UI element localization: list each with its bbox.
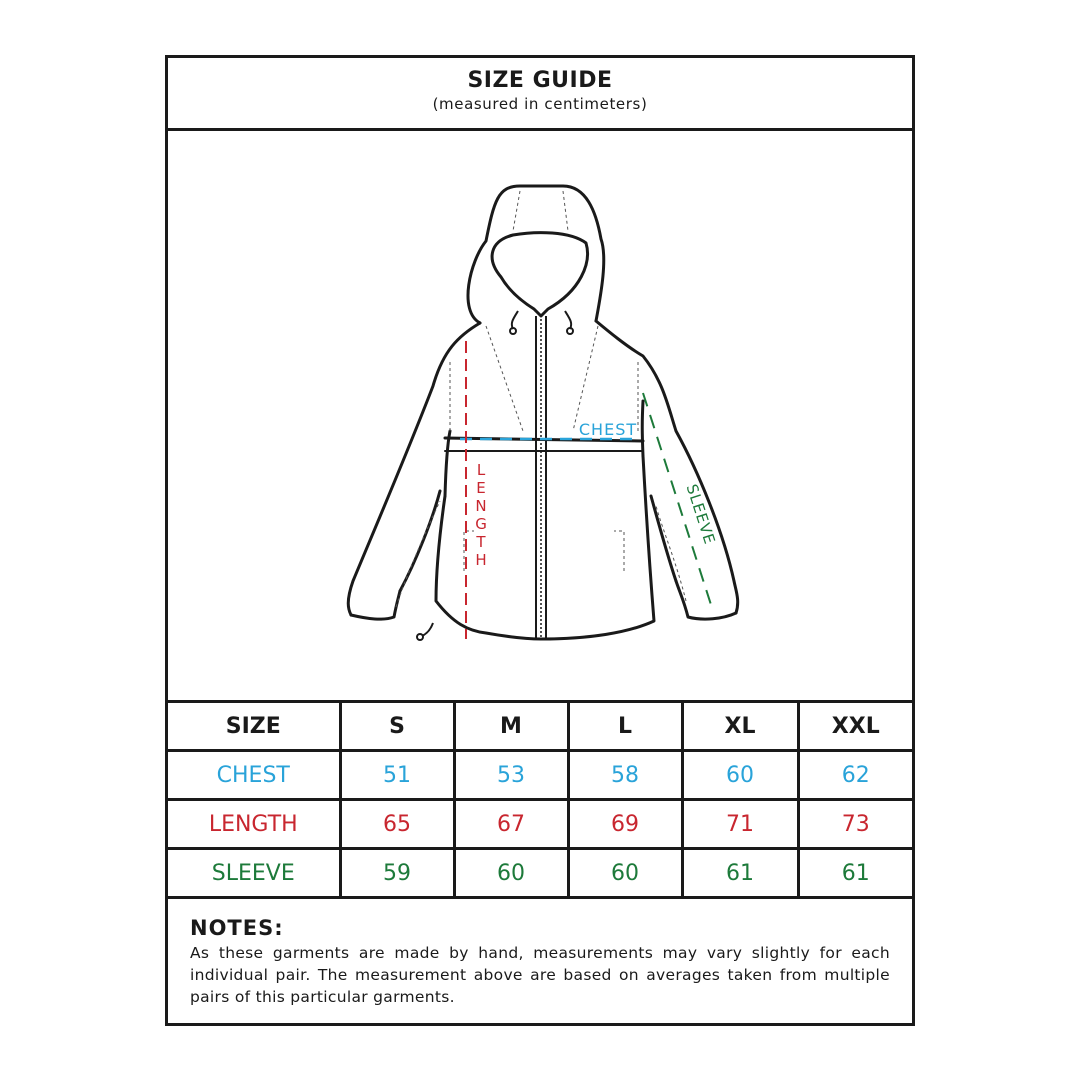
table-cell: 67: [454, 800, 568, 849]
svg-text:H: H: [475, 551, 487, 569]
size-guide-card: [165, 55, 915, 1026]
notes-title: NOTES:: [190, 916, 284, 940]
size-header-row: [168, 703, 912, 751]
table-cell: 60: [568, 849, 682, 898]
table-cell: 59: [340, 849, 454, 898]
table-row-length: [168, 800, 912, 849]
jacket-illustration: [168, 131, 912, 703]
table-cell: 58: [568, 751, 682, 800]
svg-text:G: G: [475, 515, 487, 533]
size-header-cell: S: [340, 703, 454, 751]
table-cell: 51: [340, 751, 454, 800]
size-header-cell: XXL: [798, 703, 912, 751]
drawcord-icons: [417, 311, 573, 640]
row-label-length: LENGTH: [168, 800, 340, 849]
table-row-sleeve: [168, 849, 912, 898]
table-cell: 65: [340, 800, 454, 849]
page-title: SIZE GUIDE: [467, 68, 613, 93]
size-header-cell: L: [568, 703, 682, 751]
table-row-chest: [168, 751, 912, 800]
table-cell: 61: [682, 849, 798, 898]
size-guide-header: [168, 58, 912, 131]
notes-section: [190, 916, 890, 1008]
size-table: [168, 703, 912, 899]
svg-text:N: N: [475, 497, 487, 515]
table-cell: 60: [682, 751, 798, 800]
size-header-cell: M: [454, 703, 568, 751]
page-subtitle: (measured in centimeters): [432, 95, 648, 113]
svg-text:L: L: [476, 461, 486, 479]
length-measure-label: [475, 461, 487, 569]
jacket-icon: [168, 131, 912, 700]
sleeve-measure-label: SLEEVE: [682, 481, 719, 547]
table-cell: 73: [798, 800, 912, 849]
jacket-outline: [348, 186, 737, 639]
row-label-chest: CHEST: [168, 751, 340, 800]
row-label-sleeve: SLEEVE: [168, 849, 340, 898]
table-cell: 69: [568, 800, 682, 849]
chest-measure-label: CHEST: [578, 420, 638, 439]
table-cell: 60: [454, 849, 568, 898]
svg-text:E: E: [476, 479, 486, 497]
zipper: [536, 316, 546, 639]
notes-body: As these garments are made by hand, measurements may vary slightly for each individual pair. The measurement above are based on averages taken from multiple pairs of this particular garments.: [190, 944, 890, 1006]
table-cell: 53: [454, 751, 568, 800]
size-header-cell: XL: [682, 703, 798, 751]
svg-text:T: T: [476, 533, 486, 551]
table-cell: 62: [798, 751, 912, 800]
table-cell: 71: [682, 800, 798, 849]
size-header-label: SIZE: [168, 703, 340, 751]
table-cell: 61: [798, 849, 912, 898]
